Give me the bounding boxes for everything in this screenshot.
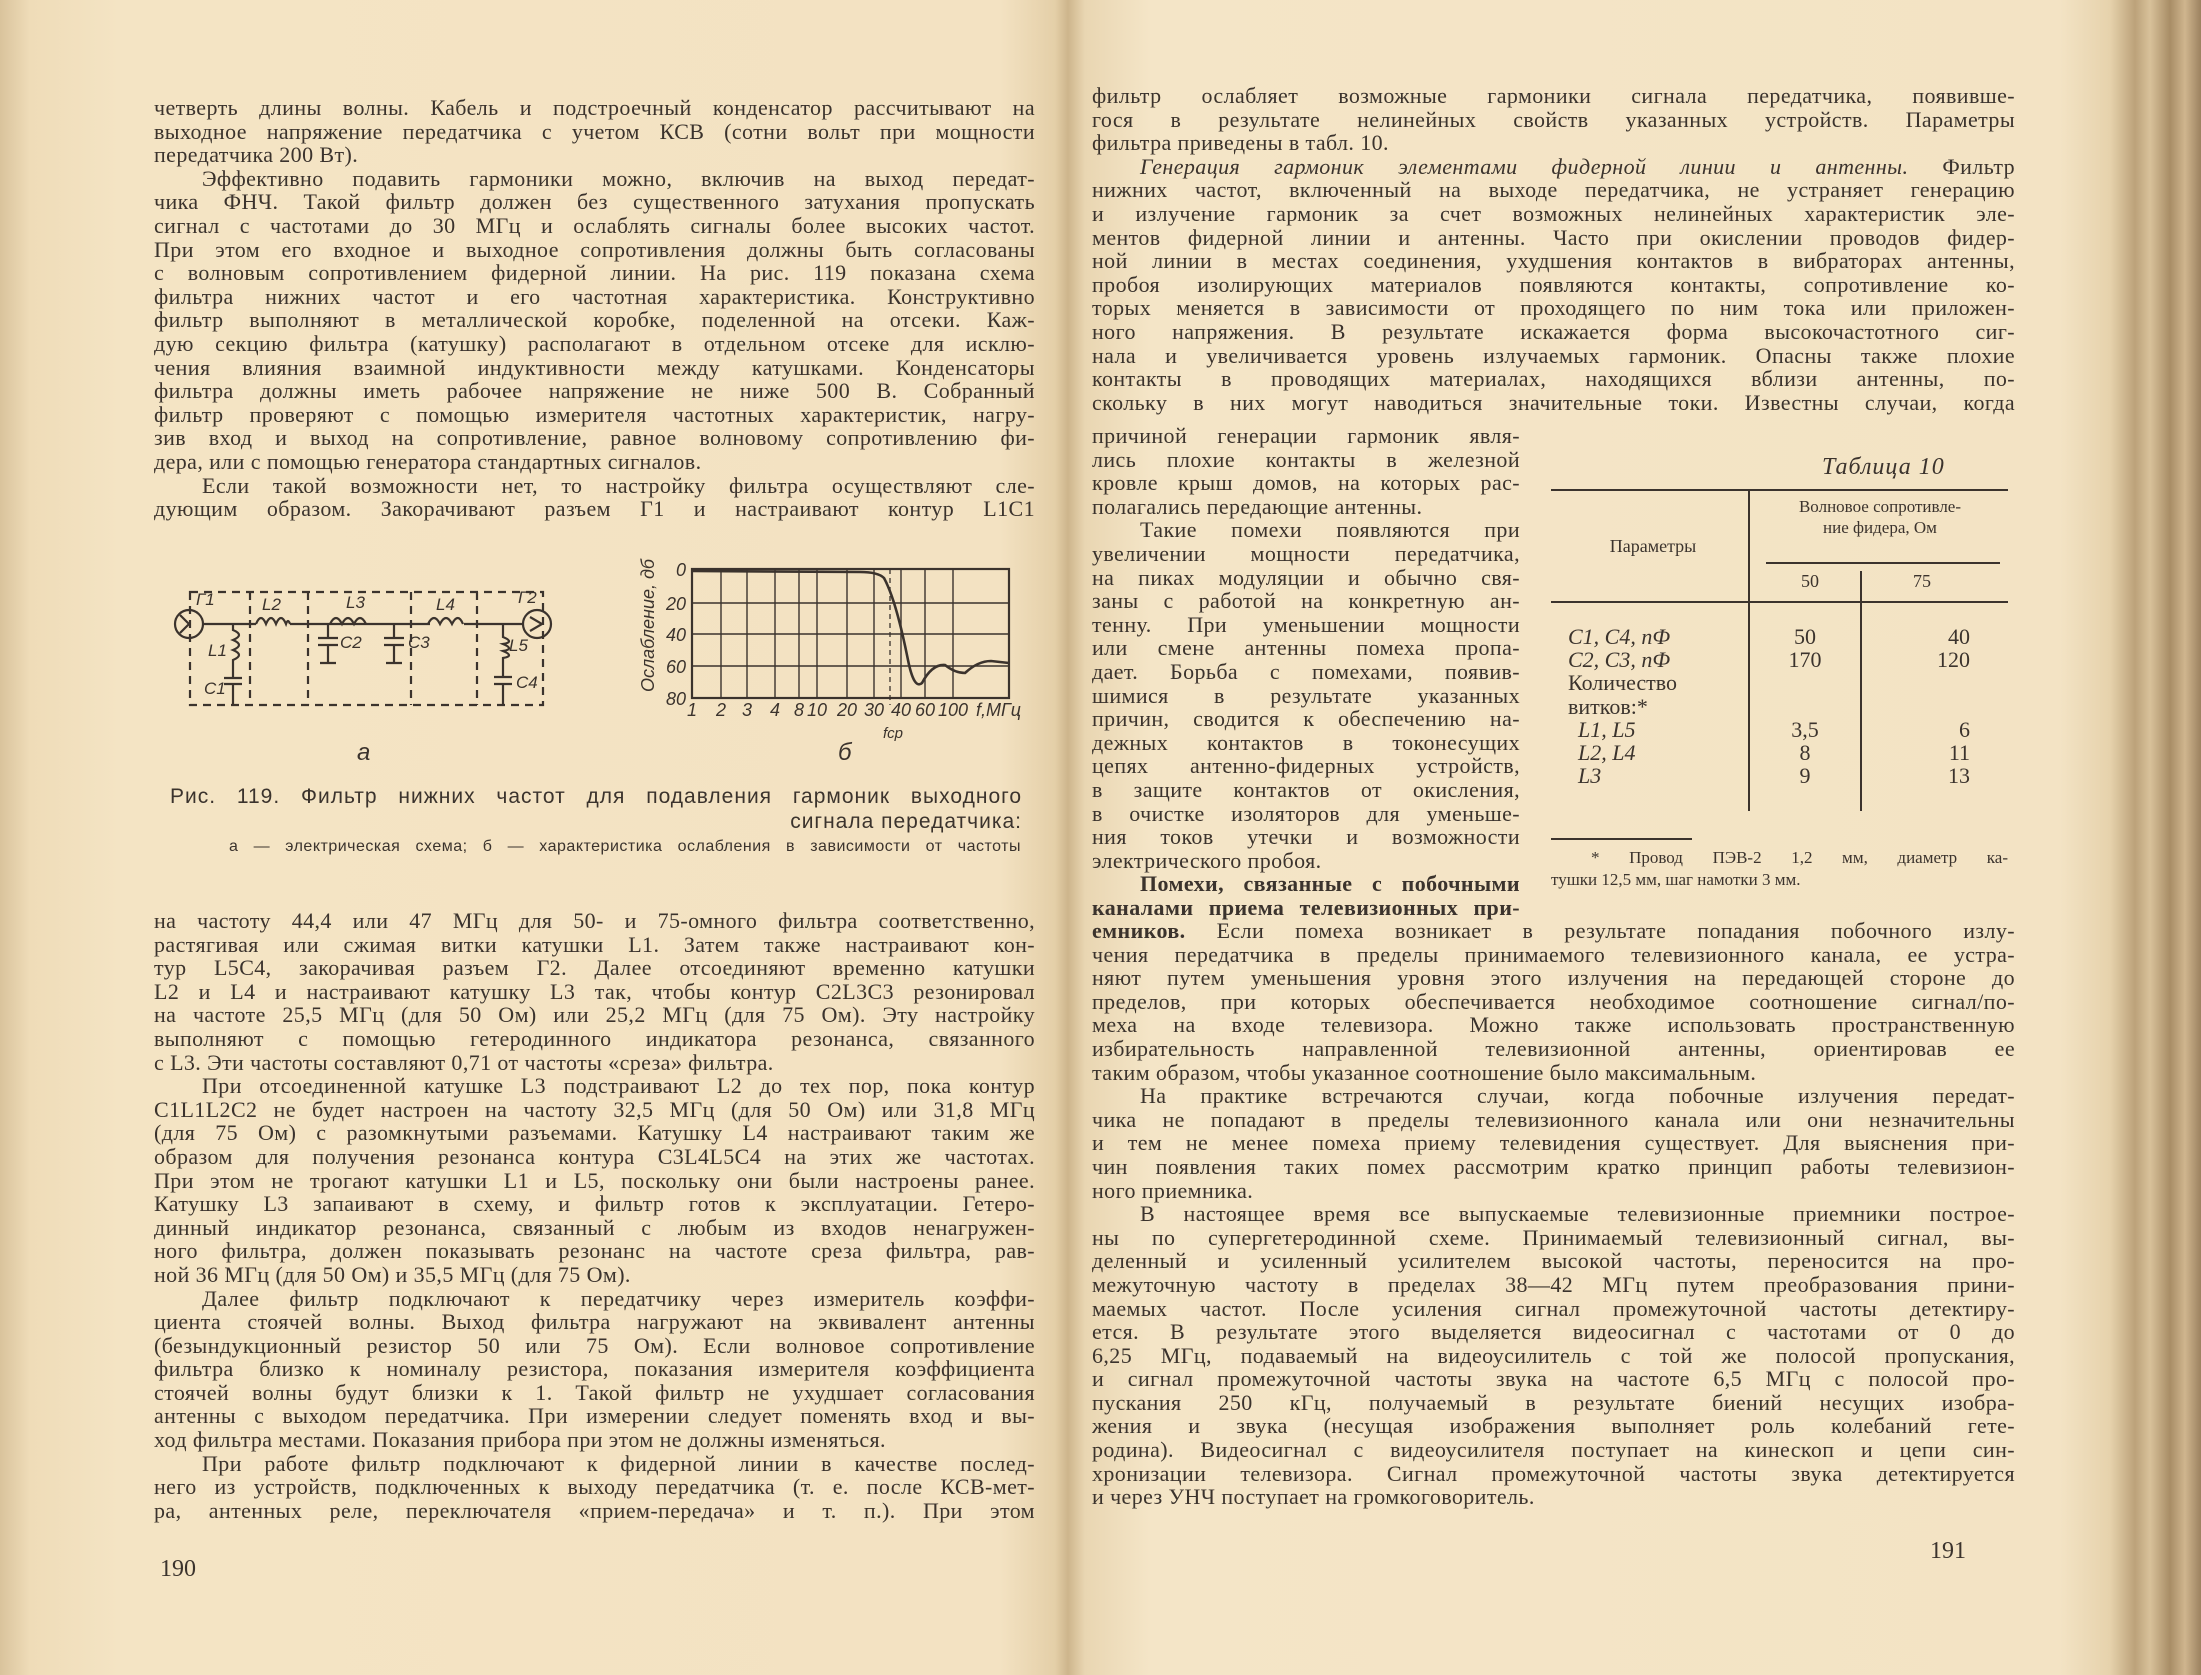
text-line: зив вход и выход на сопротивление, равное волновому сопротивлению фи- — [154, 425, 1035, 451]
text-line: сигнал с частотами до 30 МГц и ослаблять сигналы более высоких частот. — [154, 212, 1035, 238]
table-header-rule — [1551, 601, 2008, 603]
text-line: Катушку L3 запаивают в схему, и фильтр готов к эксплуатации. Гетеро- — [154, 1191, 1035, 1217]
figure-caption-sub: а — электрическая схема; б — характеристика ослабления в зависимости от частоты — [229, 838, 1021, 855]
table-top-rule — [1551, 489, 2008, 491]
graph-xtick-label: 60 — [914, 700, 936, 720]
table-title: Таблица 10 — [1822, 454, 1945, 480]
table-cell-75: 6 — [1959, 717, 1970, 742]
table-footnote-line1: * Провод ПЭВ-2 1,2 мм, диаметр ка- — [1591, 848, 2008, 867]
text-line — [1092, 919, 2015, 943]
text-line: передатчика 200 Вт). — [154, 142, 359, 168]
table-header-group-line2: ние фидера, Ом — [1823, 518, 1937, 537]
text-line: ной 36 МГц (для 50 Ом) и 35,5 МГц (для 75 Ом). — [154, 1261, 631, 1287]
table-cell-75: 13 — [1948, 763, 1970, 788]
right-text-block-c — [1092, 919, 2015, 1509]
text-line: (для 75 Ом) с разомкнутыми разъемами. Катушку L4 настраивают таким же — [154, 1120, 1035, 1146]
text-line: ход фильтра местами. Показания прибора при этом не должны изменяться. — [154, 1427, 886, 1453]
label-g1: Г1 — [196, 590, 215, 609]
text-line — [1092, 896, 1520, 920]
graph-xtick-label: 8 — [793, 700, 805, 720]
table-footnote-line2: тушки 12,5 мм, шаг намотки 3 мм. — [1551, 870, 1801, 889]
table-cell-param: C1, C4, пФ — [1568, 624, 1671, 649]
table-sub-rule — [1766, 562, 2000, 564]
text-line: выходное напряжение передатчика с учетом КСВ (сотни вольт при мощности — [154, 118, 1035, 144]
text-line: дает. Борьба с помехами, появив- — [1092, 658, 1520, 684]
text-span: Фильтр — [1908, 153, 2015, 179]
label-c3: C3 — [408, 633, 430, 652]
text-line: кровле крыш домов, на которых рас- — [1092, 470, 1520, 496]
text-line: фильтра должны иметь рабочее напряжение не ниже 500 В. Собранный — [154, 378, 1035, 404]
page-number-right: 191 — [1930, 1538, 1966, 1564]
text-line: на пиках модуляции и обычно свя- — [1092, 564, 1520, 590]
text-line: При работе фильтр подключают к фидерной линии в качестве послед- — [202, 1450, 1035, 1476]
text-line: дующим образом. Закорачивают разъем Г1 и настраивают контур L1C1 — [154, 496, 1035, 522]
graph-ytick-label: 80 — [665, 689, 686, 709]
text-line: чения передатчика в пределы принимаемого телевизионного канала, ее устра- — [1092, 941, 2015, 967]
text-line: хронизации телевизора. Сигнал промежуточной частоты звука детектируется — [1092, 1460, 2015, 1486]
text-line: на частоту 44,4 или 47 МГц для 50- и 75-омного фильтра соответственно, — [154, 908, 1035, 933]
text-line: пробоя изолирующих материалов появляются контакты, сопротивление ко- — [1092, 271, 2015, 297]
text-line: лись плохие контакты в железной — [1092, 446, 1520, 472]
text-line: Такие помехи появляются при — [1140, 517, 1520, 543]
capacitor-c2 — [318, 624, 338, 663]
text-line: ра, антенных реле, переключателя «прием-передача» и т. п.). При этом — [154, 1497, 1035, 1523]
table-cell-param: C2, C3, пФ — [1568, 647, 1671, 672]
table-cell-param: L1, L5 — [1578, 717, 1636, 742]
text-line: гося в результате нелинейных свойств указанных устройств. Параметры — [1092, 106, 2015, 132]
bold-heading: каналами приема телевизионных при- — [1092, 894, 1520, 920]
text-line: дежных контактов в токонесущих — [1092, 729, 1520, 755]
text-line: Если такой возможности нет, то настройку фильтра осуществляют сле- — [202, 472, 1035, 498]
text-line: торых меняется в зависимости от проходящего по ним тока или приложен- — [1092, 295, 2015, 321]
text-line: контакты в проводящих материалах, находящихся вблизи антенны, по- — [1092, 366, 2015, 392]
text-line: тенну. При уменьшении мощности — [1092, 611, 1520, 637]
table-cell-75: 120 — [1937, 647, 1970, 672]
text-line: него из устройств, подключенных к выходу передатчика (т. е. после КСВ-мет- — [154, 1474, 1035, 1500]
text-line: ется. В результате этого выделяется видеосигнал с частотами от 0 до — [1092, 1319, 2015, 1345]
page-number-left: 190 — [160, 1556, 196, 1582]
text-line: и излучение гармоник за счет возможных нелинейных характеристик эле- — [1092, 200, 2015, 226]
table-cell-param: L2, L4 — [1578, 740, 1636, 765]
text-line: полагались передающие антенны. — [1092, 493, 1423, 519]
text-line: чин появления таких помех рассмотрим кратко принцип работы телевизион- — [1092, 1153, 2015, 1179]
italic-heading: Генерация гармоник элементами фидерной линии и антенны. — [1140, 153, 1909, 179]
label-c2: C2 — [340, 633, 362, 652]
footnote-rule — [1551, 838, 1692, 840]
text-line: ного приемника. — [1092, 1177, 1254, 1203]
table-cell-75: 11 — [1948, 740, 1970, 765]
text-line: цепях антенно-фидерных устройств, — [1092, 753, 1520, 779]
text-line: фильтра приведены в табл. 10. — [1092, 130, 1389, 156]
text-line: дую секцию фильтра (катушку) располагают в отдельном отсеке для исклю- — [154, 330, 1035, 356]
table-vline-2 — [1860, 571, 1862, 811]
table-cell-50: 9 — [1799, 763, 1811, 788]
graph-ytick-label: 40 — [665, 625, 686, 645]
text-span: Если помеха возникает в результате попадания побочного излу- — [1185, 918, 2015, 943]
text-line: При отсоединенной катушке L3 подстраивают L2 до тех пор, пока контур — [202, 1073, 1035, 1099]
text-line — [1092, 155, 2015, 179]
attenuation-graph — [692, 569, 1009, 705]
text-line: дера, или с помощью генератора стандартных сигналов. — [154, 448, 702, 474]
graph-xtick-label: 10 — [806, 700, 828, 720]
text-line: и сигнал промежуточной частоты звука на частоте 6,5 МГц с полосой про- — [1092, 1366, 2015, 1392]
text-line: На практике встречаются случаи, когда побочные излучения передат- — [1140, 1083, 2015, 1109]
graph-xtick-label: 30 — [863, 700, 885, 720]
graph-xtick-label: 4 — [769, 700, 781, 720]
table-col-50: 50 — [1801, 571, 1819, 591]
table-cell-50: 8 — [1799, 740, 1811, 765]
text-line: в очистке изоляторов для уменьше- — [1092, 800, 1520, 826]
text-line: и тем не менее помеха приему телевидения существует. Для выяснения при- — [1092, 1130, 2015, 1156]
text-line: таким образом, чтобы указанное соотношение было максимальным. — [1092, 1059, 1757, 1085]
figure-label-a: а — [357, 739, 371, 766]
text-line: на частоте 25,5 МГц (для 50 Ом) или 25,2 МГц (для 75 Ом). Эту настройку — [154, 1002, 1035, 1028]
label-l5: L5 — [509, 636, 528, 655]
label-l1: L1 — [208, 641, 227, 660]
text-line: ны по супергетеродинной схеме. Принимаемый телевизионный сигнал, вы- — [1092, 1224, 2015, 1250]
table-cell-75: 40 — [1948, 624, 1970, 649]
text-line: маемых частот. После усиления сигнал промежуточной частоты детектиру- — [1092, 1295, 2015, 1321]
text-line: фильтр проверяют с помощью измерителя частотных характеристик, нагру- — [154, 401, 1035, 427]
text-line: ного напряжения. В результате искажается форма высокочастотного сиг- — [1092, 318, 2015, 344]
text-line: растягивая или сжимая витки катушки L1. Затем также настраивают кон- — [154, 931, 1035, 957]
text-line: ной линии в местах соединения, ухудшения контактов в вибраторах антенны, — [1092, 248, 2015, 274]
table-header-params: Параметры — [1609, 536, 1697, 556]
figure-caption-line1: Рис. 119. Фильтр нижних частот для подавления гармоник выходного — [170, 785, 1022, 808]
text-line: стоячей волны будут близки к 1. Такой фильтр не ухудшает согласования — [154, 1379, 1035, 1405]
text-line: с L3. Эти частоты составляют 0,71 от частоты «среза» фильтра. — [154, 1049, 774, 1075]
graph-xtick-label: 1 — [686, 700, 698, 720]
text-line: ного фильтра, должен показывать резонанс на частоте среза фильтра, рав- — [154, 1238, 1035, 1264]
table-cell-param: Количество — [1568, 670, 1678, 695]
graph-xunit: f,МГц — [976, 700, 1022, 720]
table-col-75: 75 — [1913, 571, 1931, 591]
capacitor-c3 — [384, 624, 404, 663]
text-line: межуточную частоту в пределах 38—42 МГц путем преобразования прини- — [1092, 1271, 2015, 1297]
graph-cutoff-label: fср — [883, 725, 904, 742]
text-line: или смене антенны помеха пропа- — [1092, 635, 1520, 661]
text-line: чика не попадают в пределы телевизионного канала или они незначительны — [1092, 1106, 2015, 1132]
text-line: фильтра нижних частот и его частотная характеристика. Конструктивно — [154, 283, 1035, 309]
inductor-l1 — [224, 624, 242, 705]
text-line: причиной генерации гармоник явля- — [1092, 423, 1520, 448]
figure-label-b: б — [838, 739, 852, 766]
text-line: и через УНЧ поступает на громкоговоритель. — [1092, 1484, 1535, 1510]
text-line: меха на входе телевизора. Можно также использовать пространственную — [1092, 1012, 2015, 1038]
connector-g2-icon — [523, 610, 551, 638]
text-line: деленный и усиленный усилителем высокой частоты, переносится на про- — [1092, 1248, 2015, 1274]
text-line: с волновым сопротивлением фидерной линии. На рис. 119 показана схема — [154, 260, 1035, 286]
text-line: увеличении мощности передатчика, — [1092, 540, 1520, 566]
text-line: пределов, при которых обеспечивается необходимое соотношение сигнал/по- — [1092, 988, 2015, 1014]
text-line: L2 и L4 и настраивают катушку L3 так, чтобы контур C2L3C3 резонировал — [154, 978, 1035, 1004]
schematic-labels — [196, 588, 538, 698]
text-line: фильтра близко к номиналу резистора, показания измерителя коэффициента — [154, 1356, 1035, 1382]
text-line: заны с работой на конкретную ан- — [1092, 588, 1520, 614]
text-line: нижних частот, включенный на выходе передатчика, не устраняет генерацию — [1092, 177, 2015, 203]
graph-xtick-label: 2 — [715, 700, 727, 720]
table-cell-param: витков:* — [1568, 694, 1648, 719]
graph-xtick-label: 100 — [937, 700, 969, 720]
figure-caption-line2: сигнала передатчика: — [790, 810, 1022, 833]
text-line: чения влияния взаимной индуктивности между катушками. Конденсаторы — [154, 354, 1035, 380]
text-line: избирательность направленной телевизионной антенны, ориентировав ее — [1092, 1035, 2015, 1061]
graph-ytick-label: 60 — [665, 657, 686, 677]
graph-ytick-label: 20 — [665, 594, 686, 614]
label-c4: C4 — [516, 673, 538, 692]
text-line: электрического пробоя. — [1092, 847, 1322, 873]
text-line: (безындукционный резистор 50 или 75 Ом). Если волновое сопротивление — [154, 1332, 1035, 1358]
schematic-shield-box — [190, 592, 543, 705]
text-line: фильтр выполняют в металлической коробке, поделенной на отсеки. Каж- — [154, 307, 1035, 333]
text-line: родина). Видеосигнал с видеоусилителя поступает на кинескоп и цепи син- — [1092, 1437, 2015, 1463]
attenuation-curve — [692, 571, 1009, 684]
text-line: шимися в результате указанных — [1092, 682, 1520, 708]
right-text-block-b — [1092, 424, 1520, 919]
text-line: антенны с выходом передатчика. При измерении следует поменять вход и вы- — [154, 1403, 1035, 1429]
bold-heading: Помехи, связанные с побочными — [1140, 871, 1520, 897]
table-header-group-line1: Волновое сопротивле- — [1798, 497, 1962, 516]
table-cell-50: 170 — [1788, 647, 1822, 672]
inductor-l2 — [256, 618, 290, 624]
right-text-block-a — [1092, 84, 2015, 414]
text-line: ментов фидерной линии и антенны. Часто при окислении проводов фидер- — [1092, 224, 2015, 250]
graph-grid — [692, 569, 1009, 698]
text-line: нала и увеличивается уровень излучаемых гармоник. Опасны также плохие — [1092, 342, 2015, 368]
graph-xtick-label: 40 — [890, 700, 912, 720]
text-line: динный индикатор резонанса, связанный с любым из входов ненагружен- — [154, 1214, 1035, 1240]
graph-xtick-label: 20 — [836, 700, 858, 720]
text-line: скольку в них могут наводиться значительные токи. Известны случаи, когда — [1092, 389, 2015, 415]
text-line: тур L5C4, закорачивая разъем Г2. Далее отсоединяют временно катушки — [154, 955, 1035, 981]
text-line: циента стоячей волны. Выход фильтра нагружают на эквивалент антенны — [154, 1309, 1035, 1335]
text-line — [1092, 872, 1520, 896]
text-line: няют путем уменьшения уровня этого излучения на передающей стороне до — [1092, 965, 2015, 991]
label-c1: C1 — [204, 679, 226, 698]
text-line: причин, сводится к обеспечению на- — [1092, 706, 1520, 732]
text-line: пускания 250 кГц, получаемый в результате биений несущих изобра- — [1092, 1389, 2015, 1415]
inductor-l4 — [428, 618, 463, 624]
text-line: Далее фильтр подключают к передатчику через измеритель коэффи- — [202, 1285, 1035, 1311]
text-line: чика ФНЧ. Такой фильтр должен без существенного затухания пропускать — [154, 189, 1035, 215]
label-l2: L2 — [262, 595, 281, 614]
text-line: Эффективно подавить гармоники можно, включив на выход передат- — [202, 165, 1035, 191]
text-line: четверть длины волны. Кабель и подстроечный конденсатор рассчитывают на — [154, 95, 1035, 120]
graph-xtick-label: 3 — [741, 700, 753, 720]
label-l3: L3 — [346, 593, 365, 612]
text-line: В настоящее время все выпускаемые телевизионные приемники построе- — [1140, 1201, 2015, 1227]
label-g2: Г2 — [518, 588, 537, 607]
table-cell-50: 50 — [1794, 624, 1816, 649]
text-line: C1L1L2C2 не будет настроен на частоту 32,5 МГц (для 50 Ом) или 31,8 МГц — [154, 1096, 1035, 1122]
table-cell-param: L3 — [1578, 763, 1602, 788]
table-cell-50: 3,5 — [1791, 717, 1819, 742]
graph-ytick-label: 0 — [675, 560, 686, 580]
text-line: выполняют с помощью гетеродинного индикатора резонанса, связанного — [154, 1025, 1035, 1051]
text-line: в защите контактов от окисления, — [1092, 776, 1520, 802]
label-l4: L4 — [436, 595, 455, 614]
text-line: жения и звука (несущая изображения выполняет роль колебаний гете- — [1092, 1413, 2015, 1439]
text-line: фильтр ослабляет возможные гармоники сигнала передатчика, появивше- — [1092, 83, 2015, 108]
text-line: ния токов утечки и возможности — [1092, 824, 1520, 850]
text-line: При этом не трогают катушки L1 и L5, поскольку они были настроены ранее. — [154, 1167, 1035, 1193]
graph-ylabel: Ослабление, дб — [638, 558, 658, 692]
text-line: 6,25 МГц, подаваемый на видеоусилитель с той же полосой пропускания, — [1092, 1342, 2015, 1368]
bold-heading: емников. — [1092, 918, 1186, 943]
text-line: образом для получения резонанса контура C3L4L5C4 на этих же частотах. — [154, 1143, 1035, 1169]
text-line: При этом его входное и выходное сопротивления должны быть согласованы — [154, 236, 1035, 262]
